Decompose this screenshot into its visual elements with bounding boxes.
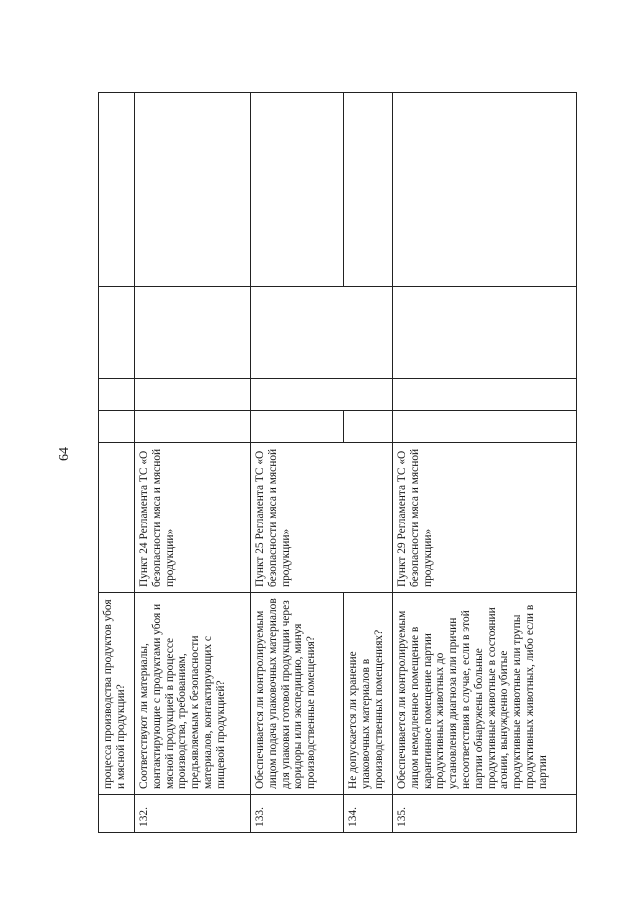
answer-cell [393,287,577,379]
page-number: 64 [57,447,72,461]
note-cell [344,93,393,287]
question-cell: Обеспечивается ли контролируемым лицом подача упаковочных материалов для упаковки готовой продукции через коридоры или экспедицию, минуя производственные помещения? [251,593,344,795]
answer-cell [251,287,393,379]
question-cell: Соответствуют ли материалы, контактирующие с продуктами убоя и мясной продукцией в процессе производства, требованиям, предъявляемым к безопасности материалов, контактирующих с пищевой продукцией? [135,593,251,795]
answer-cell [251,411,344,443]
row-number [99,795,135,833]
table-row [251,93,344,833]
answer-cell [99,287,135,379]
question-cell: Не допускается ли хранение упаковочных материалов в производственных помещениях? [344,593,393,795]
reference-cell: Пункт 24 Регламента ТС «О безопасности мяса и мясной продукции» [135,443,251,593]
checklist-table [98,92,577,833]
reference-cell [99,443,135,593]
table-row [393,93,577,833]
checklist-table-rotated [98,93,576,833]
note-cell [251,93,344,287]
row-number: 134. [344,795,393,833]
answer-cell [135,287,251,379]
table-row [135,93,251,833]
answer-cell [393,411,577,443]
answer-cell [344,411,393,443]
note-cell [135,93,251,287]
answer-cell [99,379,135,411]
reference-cell: Пункт 29 Регламента ТС «О безопасности мяса и мясной продукции» [393,443,577,593]
answer-cell [135,411,251,443]
answer-cell [135,379,251,411]
row-number: 135. [393,795,577,833]
table-row [99,93,135,833]
note-cell [99,93,135,287]
row-number: 132. [135,795,251,833]
row-number: 133. [251,795,344,833]
answer-cell [99,411,135,443]
reference-cell: Пункт 25 Регламента ТС «О безопасности мяса и мясной продукции» [251,443,393,593]
answer-cell [393,379,577,411]
answer-cell [251,379,393,411]
question-cell: процесса производства продуктов убоя и мясной продукции? [99,593,135,795]
question-cell: Обеспечивается ли контролируемым лицом немедленное помещение в карантинное помещение партии продуктивных животных до установления диагноза или причин несоответствия в случае, если в этой партии обнаружены больные продуктивные животные в состоянии агонии, вынужденно убитые продуктивные животные или трупы продуктивных животных, либо если в партии [393,593,577,795]
note-cell [393,93,577,287]
